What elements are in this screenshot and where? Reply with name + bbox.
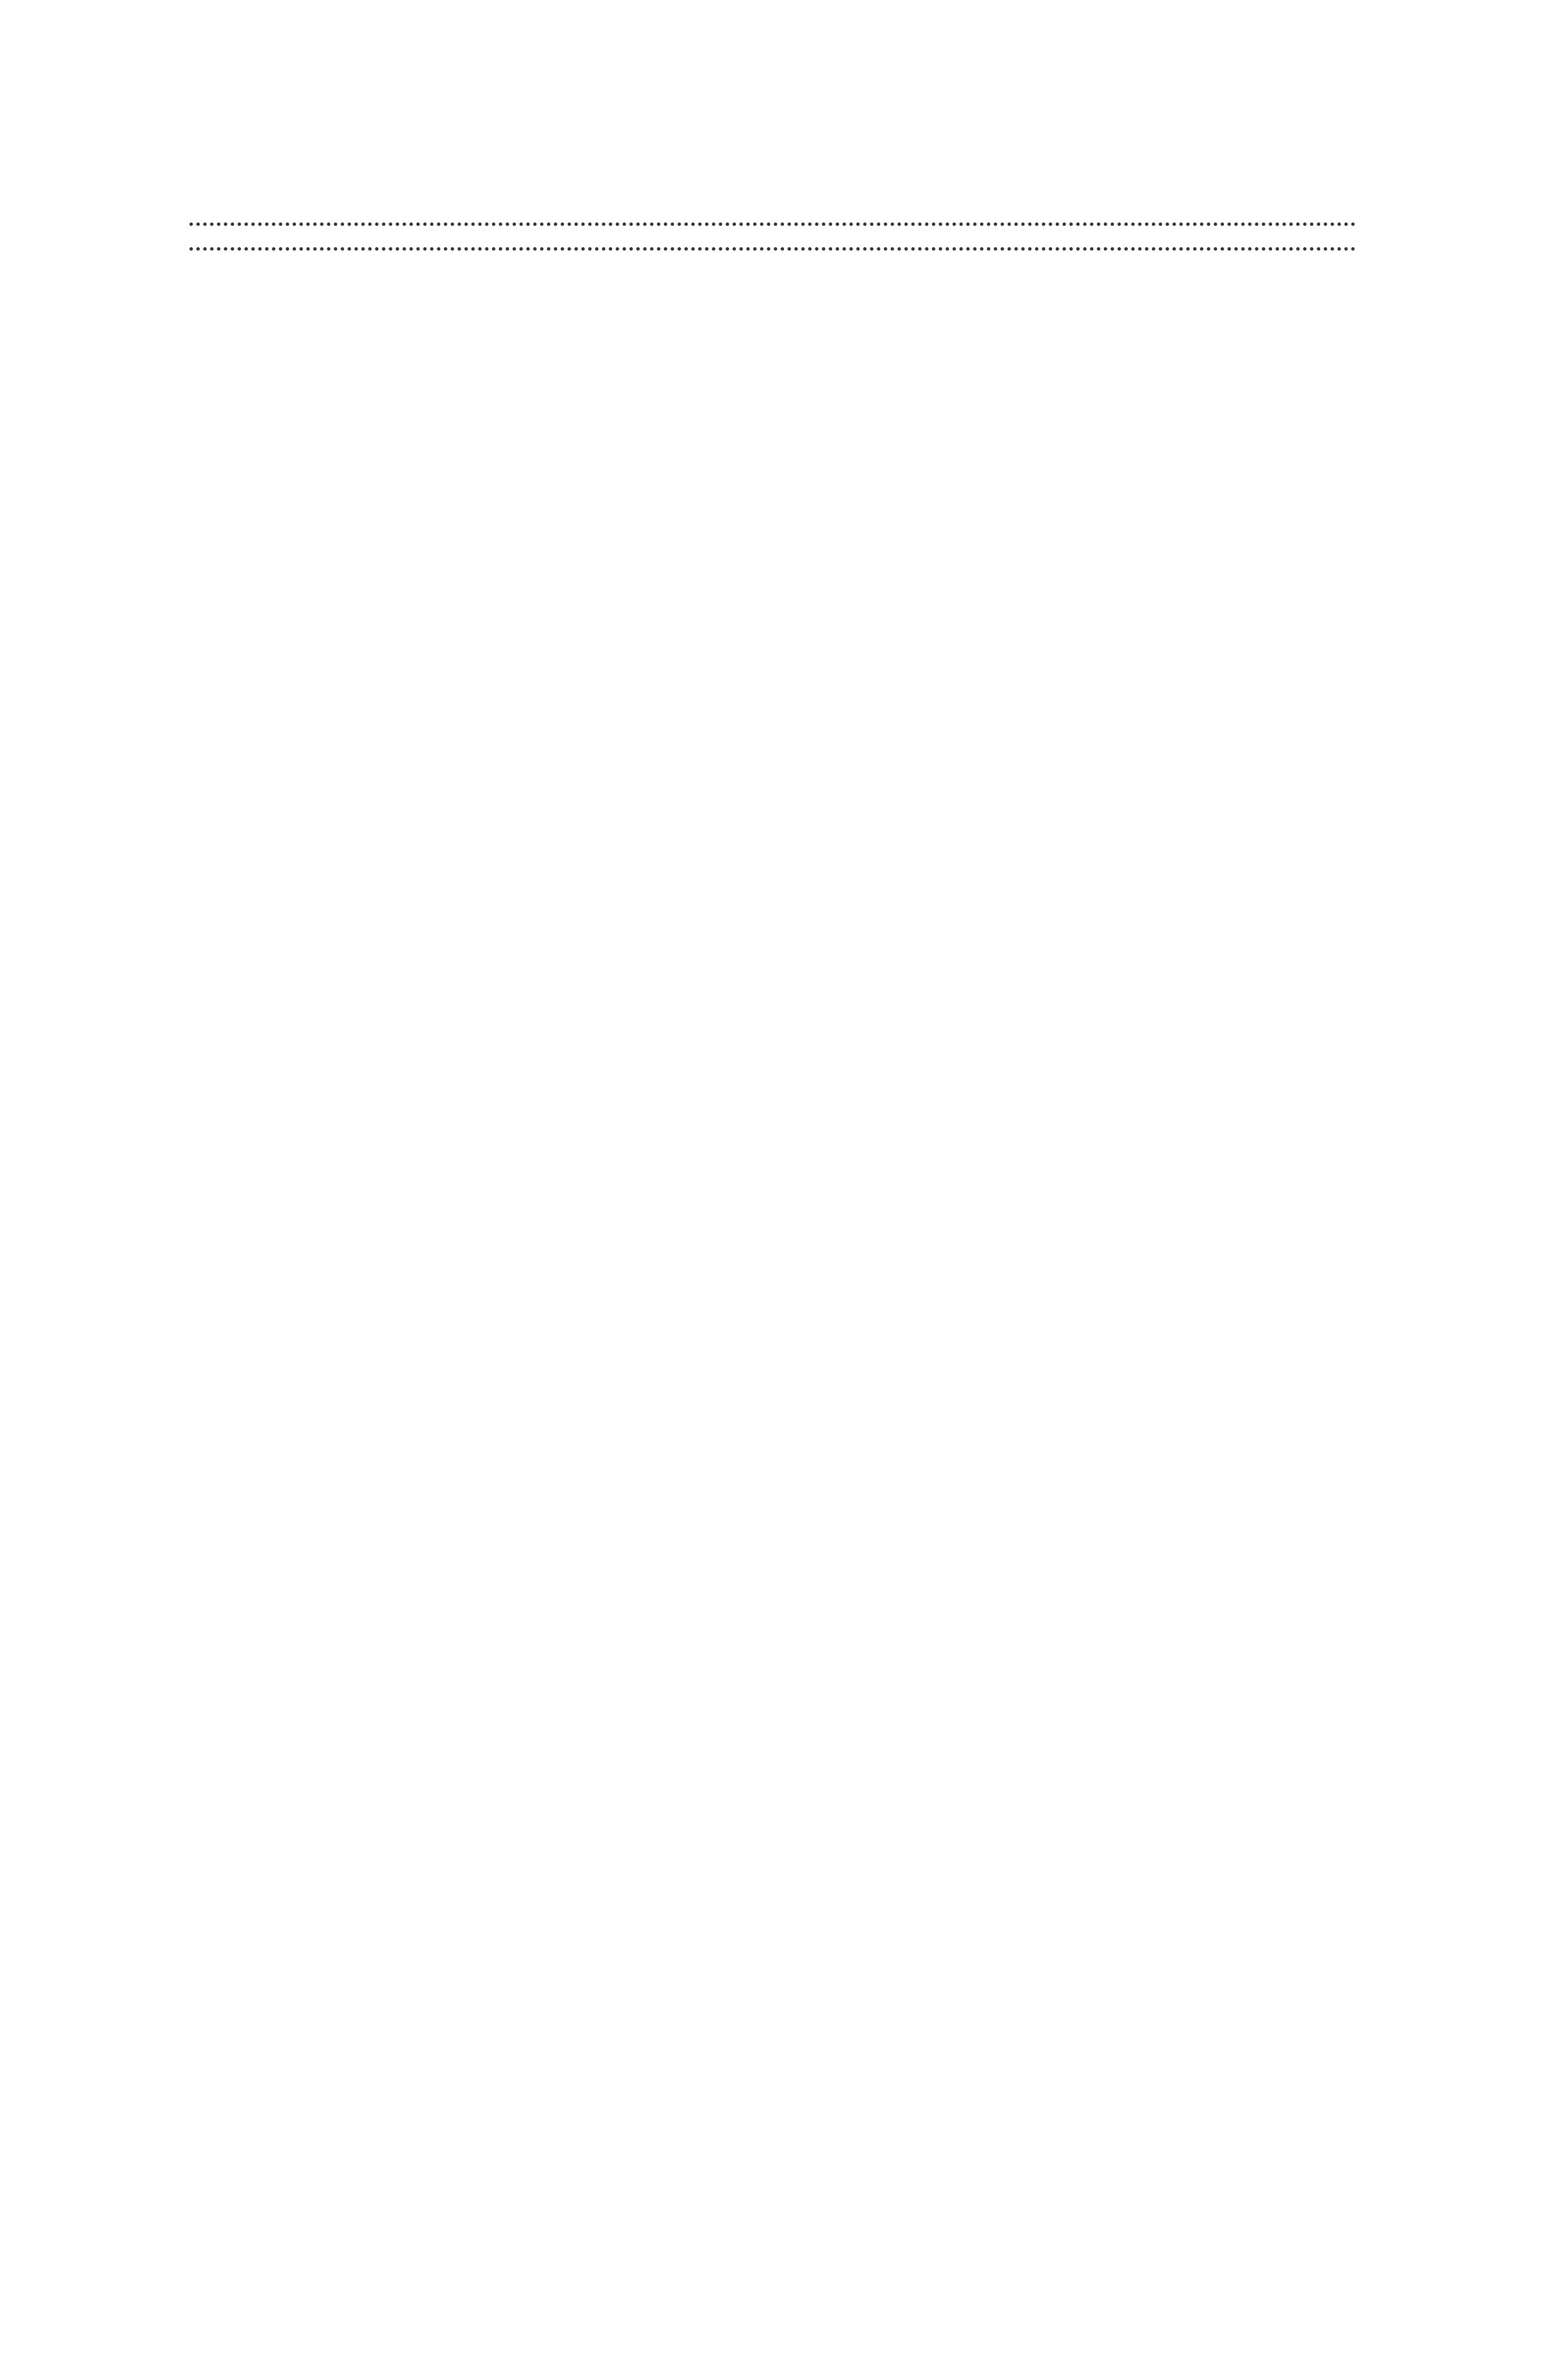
toc-entry-cloture [115,247,1466,260]
toc-entry-line [184,222,1466,236]
toc-content [115,199,1466,278]
dot-leader [189,247,1356,251]
toc-entry-after [184,247,1466,260]
toc-entry-reponse [115,222,1466,236]
page-header [110,77,1449,118]
toc-entry-line [184,247,1466,260]
dot-leader [189,222,1356,226]
